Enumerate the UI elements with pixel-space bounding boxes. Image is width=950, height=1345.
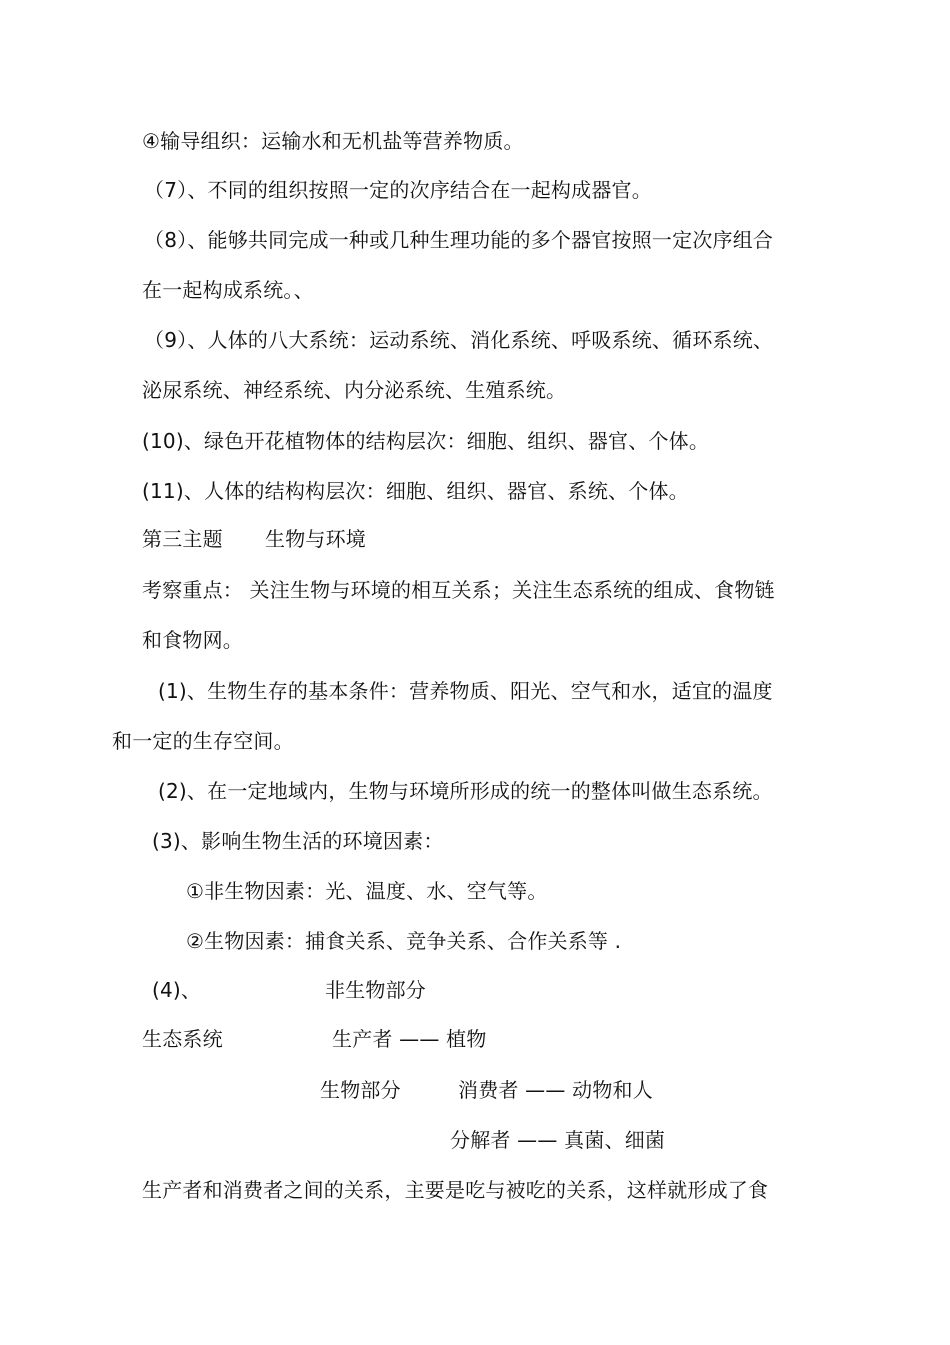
text-line: （7）、不同的组织按照一定的次序结合在一起构成器官。 bbox=[144, 178, 652, 202]
text-line: (1)、生物生存的基本条件：营养物质、阳光、空气和水，适宜的温度 bbox=[158, 679, 773, 703]
text-line: 考察重点： 关注生物与环境的相互关系；关注生态系统的组成、食物链 bbox=[142, 578, 775, 602]
text-line: ①非生物因素：光、温度、水、空气等。 bbox=[186, 879, 548, 903]
text-line: 和食物网。 bbox=[142, 628, 243, 652]
text-line: (4)、 bbox=[152, 978, 202, 1002]
diagram-node-ecosystem: 生态系统 bbox=[142, 1027, 223, 1051]
text-line: （8）、能够共同完成一种或几种生理功能的多个器官按照一定次序组合 bbox=[144, 228, 774, 252]
text-line: 在一起构成系统。、 bbox=[142, 278, 314, 302]
diagram-node-producer: 生产者 —— 植物 bbox=[332, 1027, 487, 1051]
text-line: 和一定的生存空间。 bbox=[112, 729, 294, 753]
text-line: ④输导组织：运输水和无机盐等营养物质。 bbox=[142, 129, 524, 153]
text-line: ②生物因素：捕食关系、竞争关系、合作关系等 . bbox=[186, 929, 622, 953]
diagram-node-nonliving: 非生物部分 bbox=[325, 978, 426, 1002]
text-line: (10)、绿色开花植物体的结构层次：细胞、组织、器官、个体。 bbox=[142, 429, 710, 453]
text-line: 泌尿系统、神经系统、内分泌系统、生殖系统。 bbox=[142, 378, 567, 402]
text-line: （9）、人体的八大系统：运动系统、消化系统、呼吸系统、循环系统、 bbox=[144, 328, 774, 352]
section-heading-label: 第三主题 bbox=[142, 527, 223, 551]
text-line: (2)、在一定地域内，生物与环境所形成的统一的整体叫做生态系统。 bbox=[158, 779, 773, 803]
text-line: 生产者和消费者之间的关系，主要是吃与被吃的关系，这样就形成了食 bbox=[142, 1178, 769, 1202]
section-heading-title: 生物与环境 bbox=[265, 527, 366, 551]
text-line: (11)、人体的结构构层次：细胞、组织、器官、系统、个体。 bbox=[142, 479, 689, 503]
text-line: (3)、影响生物生活的环境因素： bbox=[152, 829, 444, 853]
diagram-node-consumer: 消费者 —— 动物和人 bbox=[458, 1078, 653, 1102]
diagram-node-decomposer: 分解者 —— 真菌、细菌 bbox=[450, 1128, 666, 1152]
diagram-node-living: 生物部分 bbox=[320, 1078, 401, 1102]
